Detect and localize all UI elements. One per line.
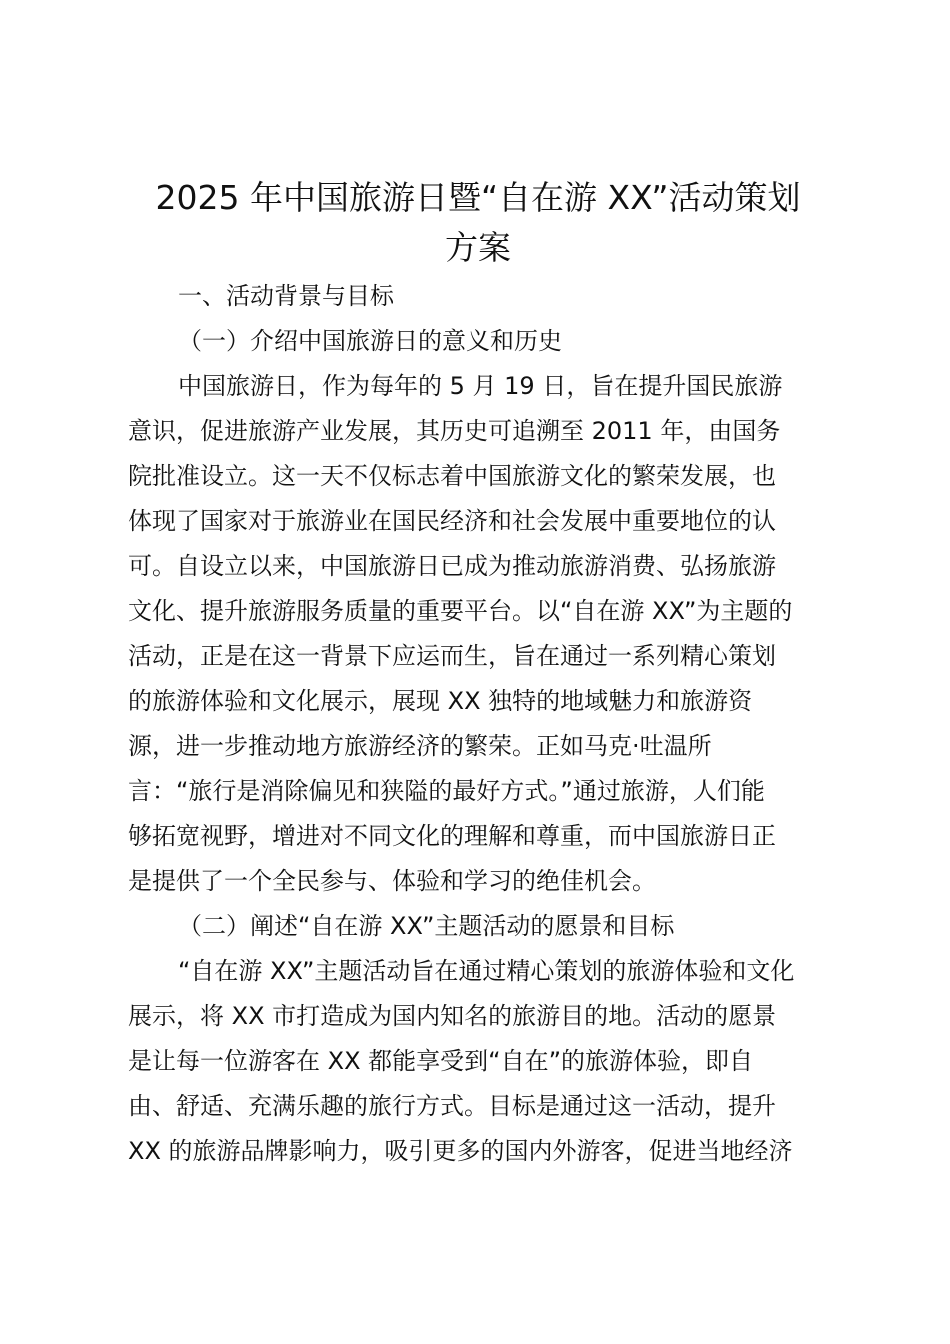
paragraph-line: 够拓宽视野，增进对不同文化的理解和尊重，而中国旅游日正 (128, 822, 776, 850)
document-body (128, 274, 840, 1174)
section-heading: 一、活动背景与目标 (178, 282, 394, 310)
paragraph-line: XX 的旅游品牌影响力，吸引更多的国内外游客，促进当地经济 (128, 1137, 793, 1165)
title-line-2: 方案 (445, 228, 511, 267)
document-title (128, 173, 828, 273)
paragraph-line: 意识，促进旅游产业发展，其历史可追溯至 2011 年，由国务 (128, 417, 781, 445)
paragraph-line: 院批准设立。这一天不仅标志着中国旅游文化的繁荣发展，也 (128, 462, 776, 490)
paragraph-line: 活动，正是在这一背景下应运而生，旨在通过一系列精心策划 (128, 642, 776, 670)
paragraph-line: 言：“旅行是消除偏见和狭隘的最好方式。”通过旅游，人们能 (128, 777, 765, 805)
paragraph-line: 是让每一位游客在 XX 都能享受到“自在”的旅游体验，即自 (128, 1047, 754, 1075)
paragraph-line: 展示，将 XX 市打造成为国内知名的旅游目的地。活动的愿景 (128, 1002, 777, 1030)
paragraph-line: “自在游 XX”主题活动旨在通过精心策划的旅游体验和文化 (178, 957, 795, 985)
paragraph-line: 可。自设立以来，中国旅游日已成为推动旅游消费、弘扬旅游 (128, 552, 776, 580)
paragraph-line: 的旅游体验和文化展示，展现 XX 独特的地域魅力和旅游资 (128, 687, 753, 715)
paragraph-line: 中国旅游日，作为每年的 5 月 19 日，旨在提升国民旅游 (178, 372, 783, 400)
paragraph-line: 是提供了一个全民参与、体验和学习的绝佳机会。 (128, 867, 656, 895)
paragraph-line: 体现了国家对于旅游业在国民经济和社会发展中重要地位的认 (128, 507, 776, 535)
paragraph-line: 由、舒适、充满乐趣的旅行方式。目标是通过这一活动，提升 (128, 1092, 776, 1120)
paragraph-line: 源，进一步推动地方旅游经济的繁荣。正如马克·吐温所 (128, 732, 712, 760)
paragraph-line: 文化、提升旅游服务质量的重要平台。以“自在游 XX”为主题的 (128, 597, 793, 625)
subsection-heading: （二）阐述“自在游 XX”主题活动的愿景和目标 (178, 912, 675, 940)
title-line-1: 2025 年中国旅游日暨“自在游 XX”活动策划 (155, 178, 801, 217)
subsection-heading: （一）介绍中国旅游日的意义和历史 (178, 327, 562, 355)
